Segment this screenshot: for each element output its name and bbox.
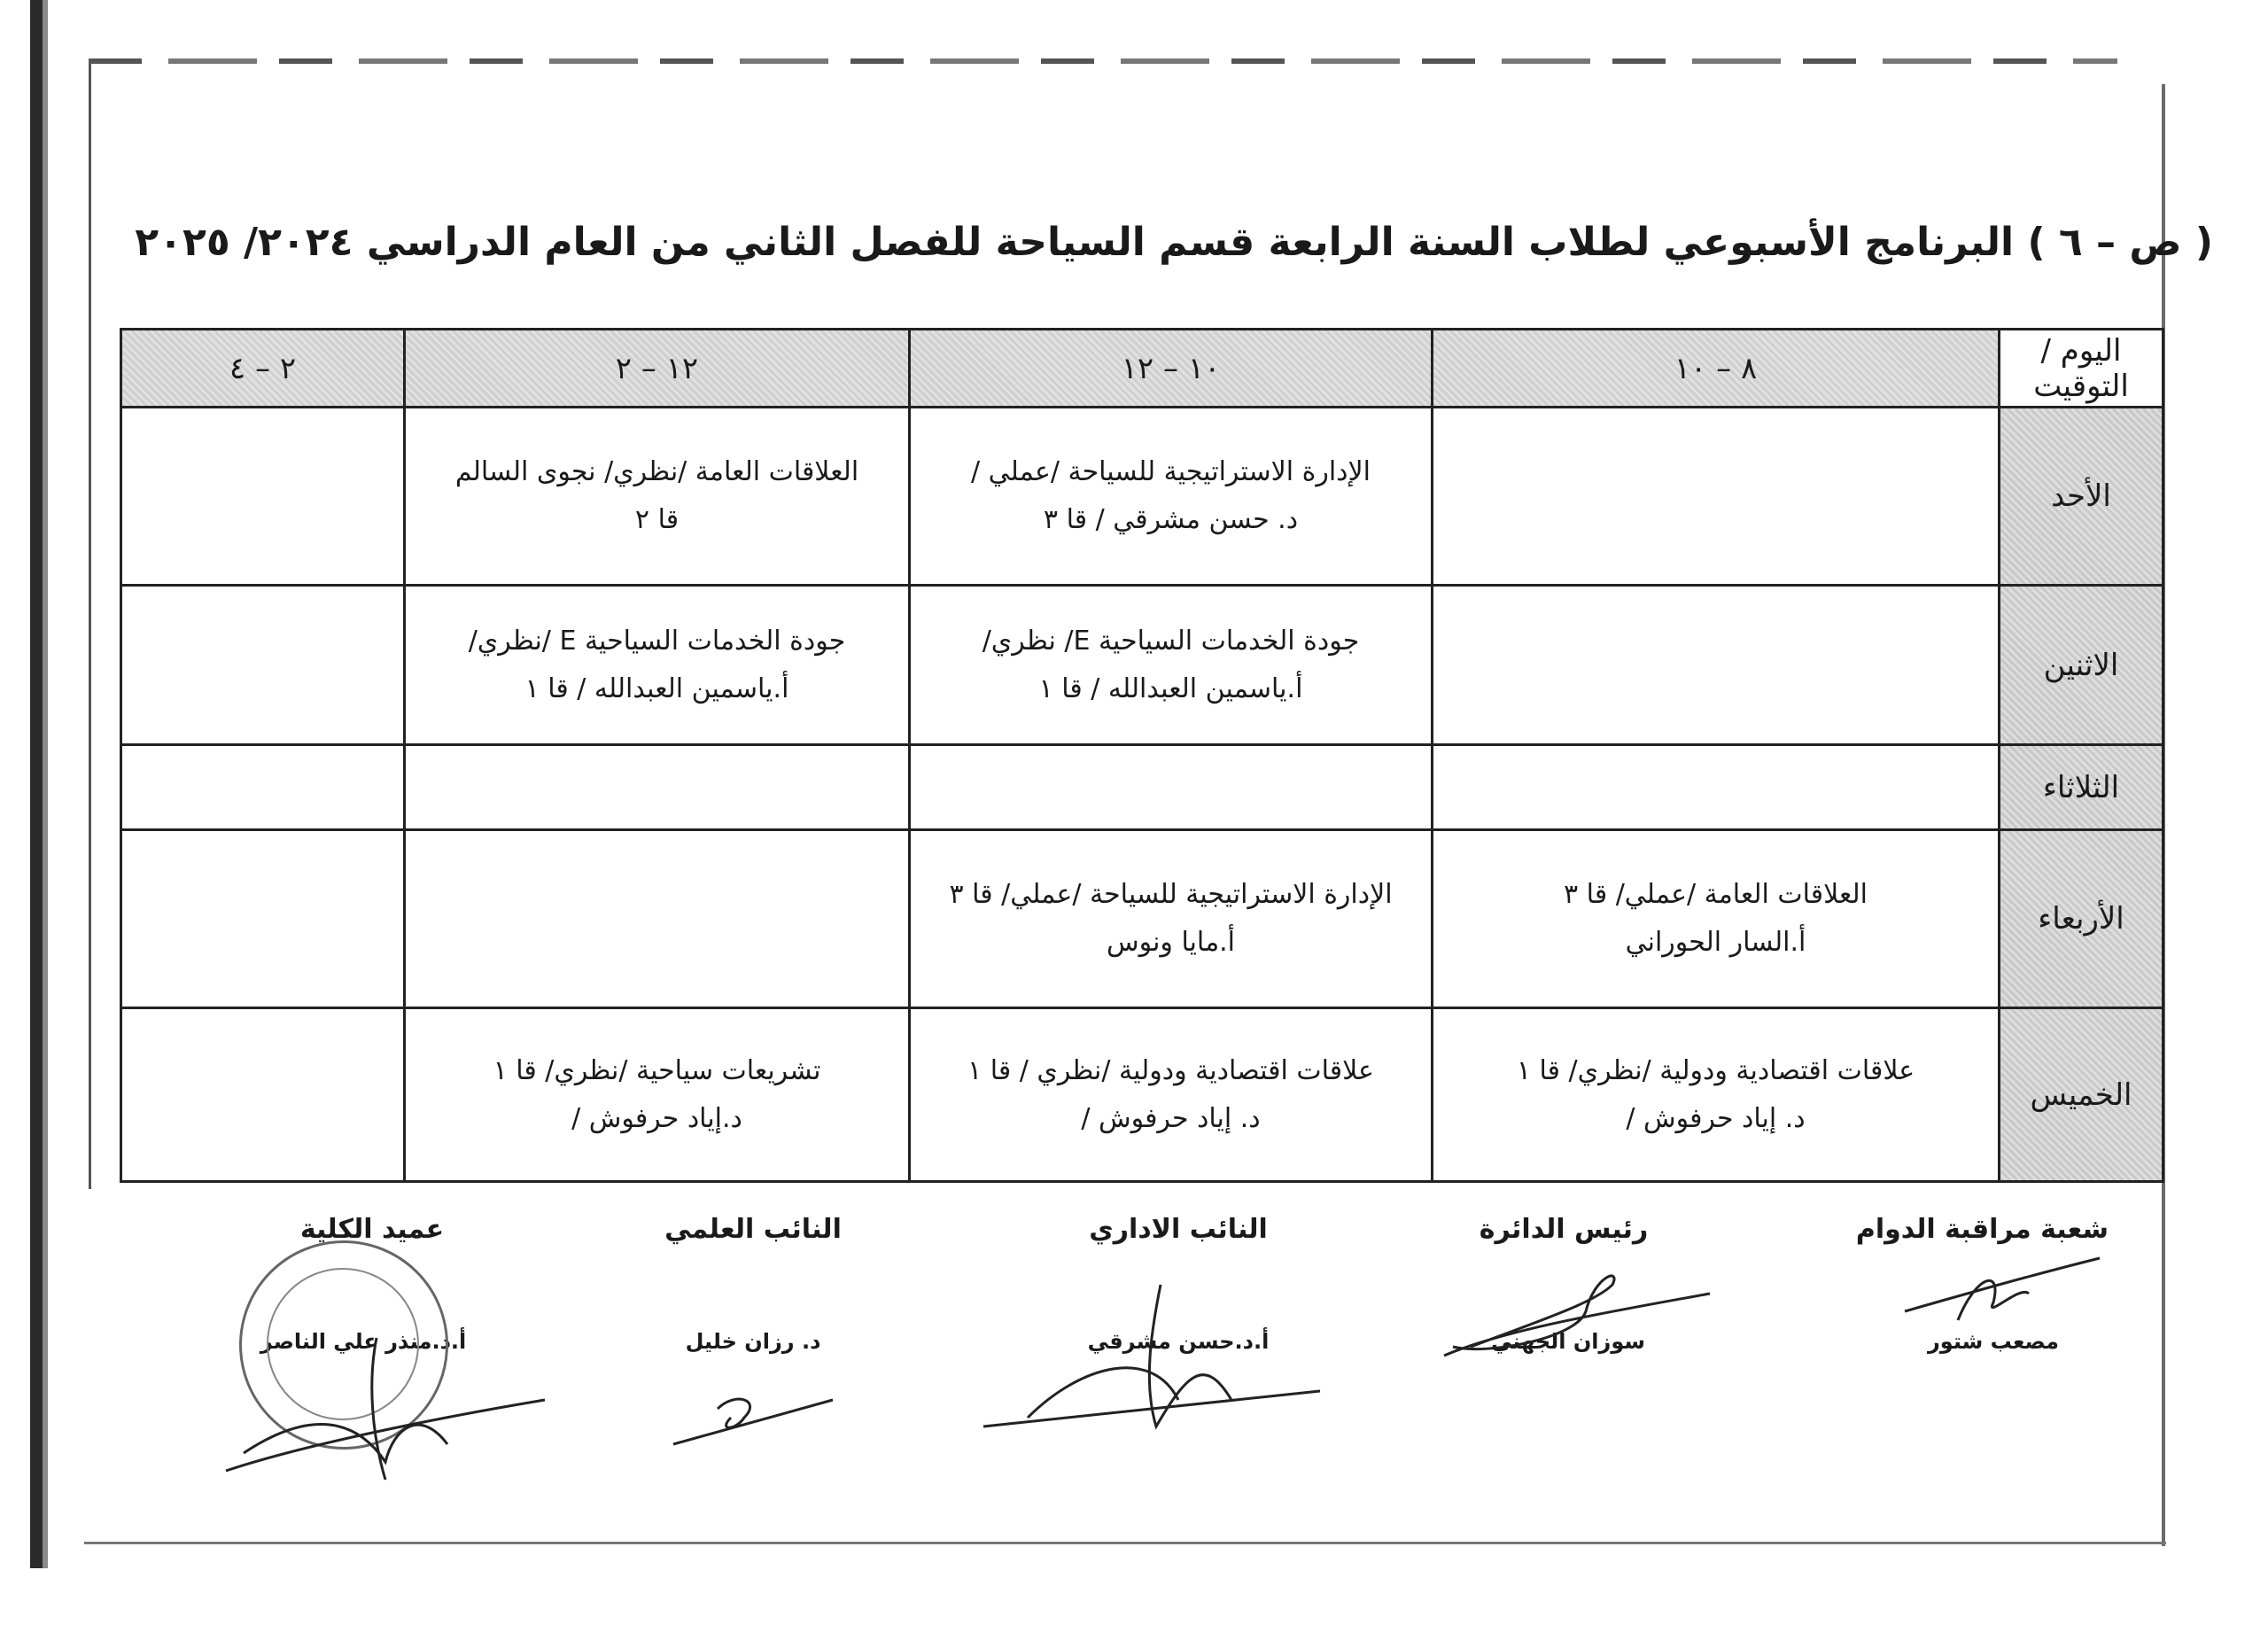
signature-scribble [664,1382,842,1453]
course-line: العلاقات العامة /نظري/ نجوى السالم [454,456,859,488]
page-left-border [89,64,91,1189]
signature-scribble [975,1276,1329,1435]
schedule-cell [1433,829,2000,1007]
schedule-cell [405,586,910,745]
signature-name-attendance: مصعب شتور [1927,1329,2060,1354]
page-top-border [89,58,2117,64]
scan-edge [30,0,43,1568]
signature-name-dean: أ.د.منذر علي الناصر [260,1329,467,1354]
course-line: الإدارة الاستراتيجية للسياحة /عملي/ قا ٣ [949,878,1393,910]
day-cell: الثلاثاء [2000,745,2163,829]
instructor-line: أ.السار الحوراني [1625,926,1806,958]
header-slot-10-12: ١٠ – ١٢ [910,330,1433,408]
signature-scribble [217,1329,554,1489]
schedule-cell [910,408,1433,586]
schedule-cell [405,745,910,829]
schedule-cell [910,829,1433,1007]
schedule-cell [405,829,910,1007]
schedule-cell [121,745,405,829]
schedule-cell [121,586,405,745]
schedule-cell [405,1008,910,1182]
instructor-line: د. إياد حرفوش / [1626,1102,1806,1134]
instructor-line: أ.ياسمين العبدالله / قا ١ [524,672,789,704]
schedule-cell [405,408,910,586]
table-row [121,829,2163,1007]
schedule-cell [910,1008,1433,1182]
signature-scribble [1896,1240,2109,1338]
page-bottom-border [84,1542,2166,1544]
table-header-row [121,330,2163,408]
instructor-line: د.إياد حرفوش / [571,1102,742,1134]
schedule-cell [121,408,405,586]
schedule-cell [910,745,1433,829]
table-row [121,408,2163,586]
instructor-line: د. حسن مشرقي / قا ٣ [1043,504,1299,536]
header-slot-2-4: ٢ – ٤ [121,330,405,408]
header-slot-8-10: ٨ – ١٠ [1433,330,2000,408]
signature-name-admin-deputy: أ.د.حسن مشرقي [1087,1329,1270,1354]
room-line: قا ٢ [634,504,680,536]
page-title: ( ص – ٦ ) البرنامج الأسبوعي لطلاب السنة الرابعة قسم السياحة للفصل الثاني من العام الدراسي ٢٠٢٤/ ٢٠٢٥ [135,220,2213,265]
signature-role-department-head: رئيس الدائرة [1479,1214,1649,1245]
scan-edge [43,0,48,1568]
table-row [121,745,2163,829]
weekly-schedule-table [120,328,2164,1183]
schedule-cell [910,586,1433,745]
schedule-cell [1433,586,2000,745]
signature-role-admin-deputy: النائب الاداري [1089,1214,1268,1245]
schedule-cell [1433,408,2000,586]
signature-name-department-head: سوزان الجهني [1491,1329,1645,1354]
signature-role-attendance: شعبة مراقبة الدوام [1855,1214,2109,1245]
course-line: علاقات اقتصادية ودولية /نظري / قا ١ [967,1054,1374,1086]
day-cell: الأربعاء [2000,829,2163,1007]
schedule-cell [1433,745,2000,829]
header-slot-12-2: ١٢ – ٢ [405,330,910,408]
schedule-cell [1433,1008,2000,1182]
course-line: جودة الخدمات السياحية E/ نظري/ [982,625,1360,657]
table-row [121,1008,2163,1182]
schedule-cell [121,829,405,1007]
signature-role-academic-deputy: النائب العلمي [664,1214,842,1245]
instructor-line: د. إياد حرفوش / [1081,1102,1261,1134]
course-line: علاقات اقتصادية ودولية /نظري/ قا ١ [1516,1054,1915,1086]
instructor-line: أ.ياسمين العبدالله / قا ١ [1038,672,1303,704]
course-line: تشريعات سياحية /نظري/ قا ١ [493,1054,821,1086]
day-cell: الاثنين [2000,586,2163,745]
day-cell: الأحد [2000,408,2163,586]
schedule-cell [121,1008,405,1182]
course-line: العلاقات العامة /عملي/ قا ٣ [1564,878,1868,910]
course-line: الإدارة الاستراتيجية للسياحة /عملي / [971,456,1371,488]
signature-scribble [1435,1258,1719,1373]
course-line: جودة الخدمات السياحية E /نظري/ [468,625,846,657]
instructor-line: أ.مايا ونوس [1106,926,1236,958]
header-day-time: اليوم /التوقيت [2000,330,2163,408]
day-cell: الخميس [2000,1008,2163,1182]
table-row [121,586,2163,745]
signature-role-dean: عميد الكلية [299,1214,445,1245]
signature-name-academic-deputy: د. رزان خليل [685,1329,821,1354]
